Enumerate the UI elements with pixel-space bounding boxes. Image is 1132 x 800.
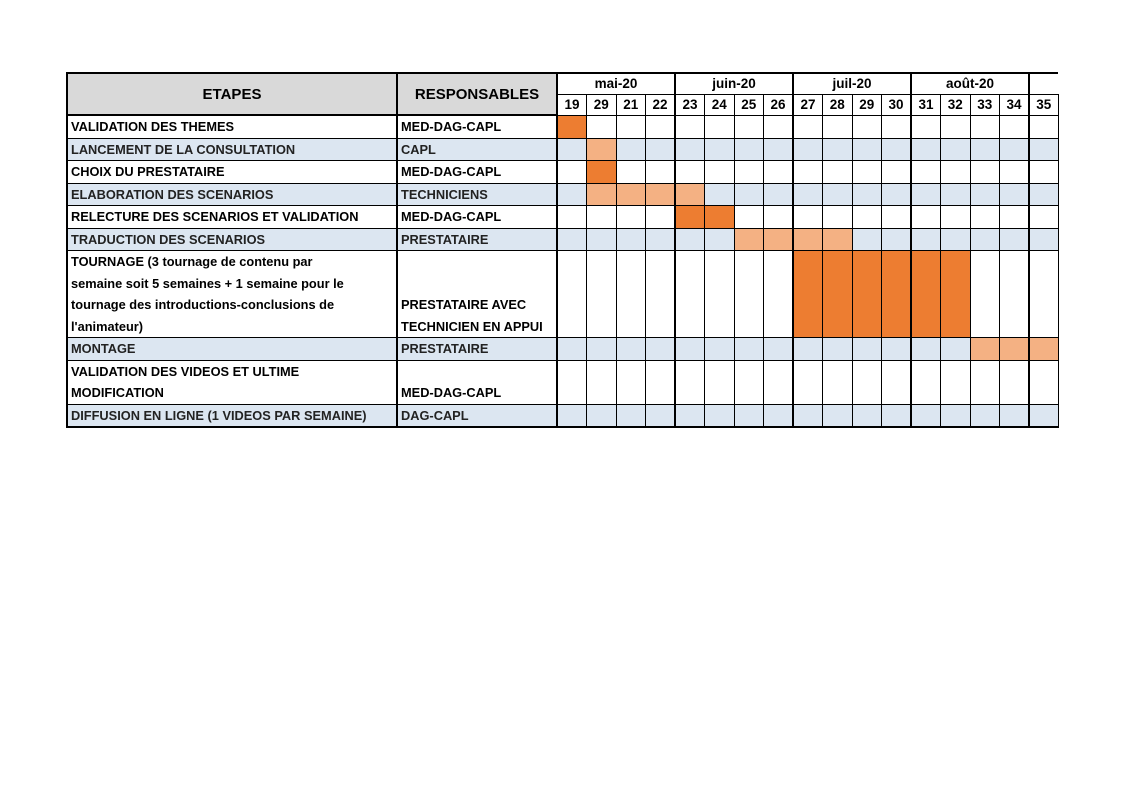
week-cell[interactable] <box>793 206 823 229</box>
responsible-cell[interactable]: CAPL <box>397 138 557 161</box>
week-cell[interactable] <box>557 161 587 184</box>
week-cell[interactable] <box>793 338 823 361</box>
week-cell[interactable] <box>705 228 735 251</box>
week-cell[interactable] <box>646 206 676 229</box>
month-header[interactable] <box>1029 73 1058 94</box>
week-cell[interactable] <box>705 183 735 206</box>
week-cell[interactable] <box>616 404 646 427</box>
responsible-cell[interactable]: PRESTATAIRE <box>397 228 557 251</box>
week-cell[interactable] <box>852 404 882 427</box>
month-header[interactable]: juil-20 <box>793 73 911 94</box>
week-cell[interactable] <box>970 228 1000 251</box>
week-cell[interactable] <box>734 251 764 338</box>
week-cell[interactable] <box>911 161 941 184</box>
week-cell[interactable] <box>587 206 617 229</box>
week-cell[interactable] <box>941 360 971 404</box>
week-cell[interactable] <box>646 115 676 138</box>
gantt-bar-segment[interactable] <box>675 206 705 229</box>
week-header[interactable]: 22 <box>646 94 676 115</box>
responsible-cell[interactable]: MED-DAG-CAPL <box>397 360 557 404</box>
week-cell[interactable] <box>941 228 971 251</box>
week-cell[interactable] <box>705 338 735 361</box>
gantt-bar-segment-light[interactable] <box>1029 338 1058 361</box>
week-cell[interactable] <box>882 360 912 404</box>
gantt-bar-segment-light[interactable] <box>587 183 617 206</box>
task-row <box>67 360 1058 404</box>
week-cell[interactable] <box>675 161 705 184</box>
week-cell[interactable] <box>941 161 971 184</box>
month-header-row <box>67 73 1058 94</box>
week-cell[interactable] <box>734 138 764 161</box>
week-cell[interactable] <box>941 138 971 161</box>
task-row <box>67 138 1058 161</box>
responsables-header[interactable]: RESPONSABLES <box>397 73 557 115</box>
week-cell[interactable] <box>764 360 794 404</box>
task-row <box>67 251 1058 338</box>
week-cell[interactable] <box>852 183 882 206</box>
task-row <box>67 161 1058 184</box>
week-cell[interactable] <box>764 206 794 229</box>
week-cell[interactable] <box>970 161 1000 184</box>
week-cell[interactable] <box>911 228 941 251</box>
week-cell[interactable] <box>1029 115 1058 138</box>
month-header[interactable]: juin-20 <box>675 73 793 94</box>
week-cell[interactable] <box>557 338 587 361</box>
week-cell[interactable] <box>705 161 735 184</box>
week-cell[interactable] <box>793 404 823 427</box>
week-cell[interactable] <box>616 251 646 338</box>
step-cell[interactable]: VALIDATION DES VIDEOS ET ULTIME MODIFICATION <box>67 360 397 404</box>
week-cell[interactable] <box>557 251 587 338</box>
week-cell[interactable] <box>793 115 823 138</box>
month-header[interactable]: août-20 <box>911 73 1029 94</box>
week-cell[interactable] <box>823 115 853 138</box>
week-cell[interactable] <box>941 183 971 206</box>
etapes-header[interactable]: ETAPES <box>67 73 397 115</box>
week-cell[interactable] <box>646 161 676 184</box>
week-cell[interactable] <box>823 360 853 404</box>
gantt-bar-segment-light[interactable] <box>1000 338 1030 361</box>
week-cell[interactable] <box>616 115 646 138</box>
week-cell[interactable] <box>557 206 587 229</box>
week-cell[interactable] <box>734 360 764 404</box>
week-cell[interactable] <box>852 161 882 184</box>
responsible-cell[interactable]: PRESTATAIRE <box>397 338 557 361</box>
gantt-bar-segment-light[interactable] <box>646 183 676 206</box>
week-cell[interactable] <box>970 360 1000 404</box>
gantt-bar-segment[interactable] <box>705 206 735 229</box>
gantt-bar-segment[interactable] <box>823 251 853 338</box>
gantt-bar-segment[interactable] <box>941 251 971 338</box>
week-cell[interactable] <box>1029 228 1058 251</box>
week-cell[interactable] <box>764 161 794 184</box>
week-cell[interactable] <box>941 115 971 138</box>
week-header[interactable]: 31 <box>911 94 941 115</box>
week-header[interactable]: 33 <box>970 94 1000 115</box>
week-cell[interactable] <box>911 115 941 138</box>
week-header[interactable]: 24 <box>705 94 735 115</box>
week-cell[interactable] <box>882 228 912 251</box>
week-cell[interactable] <box>911 404 941 427</box>
week-cell[interactable] <box>852 338 882 361</box>
week-cell[interactable] <box>705 251 735 338</box>
week-header[interactable]: 27 <box>793 94 823 115</box>
step-cell[interactable]: DIFFUSION EN LIGNE (1 VIDEOS PAR SEMAINE) <box>67 404 397 427</box>
week-cell[interactable] <box>1000 360 1030 404</box>
gantt-bar-segment-light[interactable] <box>823 228 853 251</box>
week-cell[interactable] <box>734 183 764 206</box>
week-cell[interactable] <box>970 404 1000 427</box>
task-row <box>67 115 1058 138</box>
week-cell[interactable] <box>705 360 735 404</box>
week-cell[interactable] <box>616 138 646 161</box>
week-cell[interactable] <box>1029 251 1058 338</box>
week-cell[interactable] <box>705 138 735 161</box>
gantt-table <box>66 72 1059 428</box>
gantt-bar-segment-light[interactable] <box>764 228 794 251</box>
week-cell[interactable] <box>616 360 646 404</box>
week-cell[interactable] <box>646 228 676 251</box>
week-cell[interactable] <box>557 183 587 206</box>
week-cell[interactable] <box>1029 360 1058 404</box>
week-cell[interactable] <box>675 360 705 404</box>
week-cell[interactable] <box>734 115 764 138</box>
week-cell[interactable] <box>941 338 971 361</box>
week-cell[interactable] <box>882 404 912 427</box>
week-cell[interactable] <box>616 206 646 229</box>
week-cell[interactable] <box>734 161 764 184</box>
week-header[interactable]: 23 <box>675 94 705 115</box>
responsible-cell[interactable]: MED-DAG-CAPL <box>397 115 557 138</box>
week-cell[interactable] <box>793 360 823 404</box>
step-cell[interactable]: ELABORATION DES SCENARIOS <box>67 183 397 206</box>
week-header[interactable]: 35 <box>1029 94 1058 115</box>
week-cell[interactable] <box>1000 251 1030 338</box>
week-header[interactable]: 25 <box>734 94 764 115</box>
week-cell[interactable] <box>616 161 646 184</box>
step-cell[interactable]: TOURNAGE (3 tournage de contenu par semaine soit 5 semaines + 1 semaine pour le tournage des introductions-conclusions de l'animateur) <box>67 251 397 338</box>
week-cell[interactable] <box>793 138 823 161</box>
step-cell[interactable]: CHOIX DU PRESTATAIRE <box>67 161 397 184</box>
week-cell[interactable] <box>823 206 853 229</box>
week-cell[interactable] <box>705 404 735 427</box>
week-cell[interactable] <box>587 360 617 404</box>
week-cell[interactable] <box>1029 206 1058 229</box>
responsible-cell[interactable]: TECHNICIENS <box>397 183 557 206</box>
step-cell[interactable]: TRADUCTION DES SCENARIOS <box>67 228 397 251</box>
week-header[interactable]: 21 <box>616 94 646 115</box>
week-cell[interactable] <box>587 404 617 427</box>
week-cell[interactable] <box>675 228 705 251</box>
week-cell[interactable] <box>823 338 853 361</box>
week-cell[interactable] <box>882 338 912 361</box>
week-cell[interactable] <box>941 404 971 427</box>
responsible-cell[interactable]: MED-DAG-CAPL <box>397 206 557 229</box>
week-cell[interactable] <box>852 206 882 229</box>
task-row <box>67 206 1058 229</box>
gantt-bar-segment[interactable] <box>557 115 587 138</box>
week-cell[interactable] <box>970 138 1000 161</box>
responsible-cell[interactable]: PRESTATAIRE AVEC TECHNICIEN EN APPUI <box>397 251 557 338</box>
task-row <box>67 404 1058 427</box>
week-cell[interactable] <box>646 138 676 161</box>
week-cell[interactable] <box>675 115 705 138</box>
week-cell[interactable] <box>882 161 912 184</box>
gantt-bar-segment-light[interactable] <box>675 183 705 206</box>
week-cell[interactable] <box>852 360 882 404</box>
week-cell[interactable] <box>882 115 912 138</box>
step-cell[interactable]: RELECTURE DES SCENARIOS ET VALIDATION <box>67 206 397 229</box>
gantt-bar-segment-light[interactable] <box>734 228 764 251</box>
gantt-bar-segment-light[interactable] <box>793 228 823 251</box>
week-header[interactable]: 26 <box>764 94 794 115</box>
week-cell[interactable] <box>587 115 617 138</box>
week-header[interactable]: 34 <box>1000 94 1030 115</box>
week-cell[interactable] <box>646 404 676 427</box>
week-header[interactable]: 28 <box>823 94 853 115</box>
gantt-bar-segment-light[interactable] <box>970 338 1000 361</box>
week-cell[interactable] <box>882 183 912 206</box>
gantt-bar-segment[interactable] <box>793 251 823 338</box>
week-cell[interactable] <box>1029 138 1058 161</box>
week-cell[interactable] <box>646 251 676 338</box>
week-cell[interactable] <box>764 251 794 338</box>
week-cell[interactable] <box>616 338 646 361</box>
week-cell[interactable] <box>557 228 587 251</box>
gantt-bar-segment-light[interactable] <box>587 138 617 161</box>
week-cell[interactable] <box>823 404 853 427</box>
week-cell[interactable] <box>1000 138 1030 161</box>
week-cell[interactable] <box>970 183 1000 206</box>
week-cell[interactable] <box>646 338 676 361</box>
week-cell[interactable] <box>970 206 1000 229</box>
week-cell[interactable] <box>1029 404 1058 427</box>
week-header[interactable]: 29 <box>852 94 882 115</box>
week-cell[interactable] <box>557 138 587 161</box>
week-cell[interactable] <box>970 115 1000 138</box>
week-cell[interactable] <box>764 115 794 138</box>
week-cell[interactable] <box>911 138 941 161</box>
week-cell[interactable] <box>764 338 794 361</box>
week-cell[interactable] <box>882 138 912 161</box>
month-header[interactable]: mai-20 <box>557 73 675 94</box>
gantt-bar-segment[interactable] <box>852 251 882 338</box>
week-cell[interactable] <box>734 404 764 427</box>
step-cell[interactable]: VALIDATION DES THEMES <box>67 115 397 138</box>
week-cell[interactable] <box>941 206 971 229</box>
week-cell[interactable] <box>675 404 705 427</box>
week-cell[interactable] <box>793 183 823 206</box>
week-cell[interactable] <box>1029 183 1058 206</box>
week-cell[interactable] <box>675 138 705 161</box>
week-cell[interactable] <box>1000 228 1030 251</box>
week-cell[interactable] <box>793 161 823 184</box>
week-cell[interactable] <box>970 251 1000 338</box>
week-cell[interactable] <box>911 360 941 404</box>
week-cell[interactable] <box>1000 183 1030 206</box>
week-header[interactable]: 30 <box>882 94 912 115</box>
week-cell[interactable] <box>1029 161 1058 184</box>
week-cell[interactable] <box>1000 115 1030 138</box>
week-cell[interactable] <box>882 206 912 229</box>
week-cell[interactable] <box>1000 206 1030 229</box>
week-cell[interactable] <box>734 206 764 229</box>
week-cell[interactable] <box>1000 161 1030 184</box>
week-cell[interactable] <box>852 115 882 138</box>
week-cell[interactable] <box>823 161 853 184</box>
week-cell[interactable] <box>1000 404 1030 427</box>
week-cell[interactable] <box>705 115 735 138</box>
week-cell[interactable] <box>675 338 705 361</box>
week-cell[interactable] <box>911 338 941 361</box>
gantt-bar-segment[interactable] <box>587 161 617 184</box>
week-cell[interactable] <box>852 228 882 251</box>
week-cell[interactable] <box>587 338 617 361</box>
week-cell[interactable] <box>911 206 941 229</box>
task-row <box>67 338 1058 361</box>
step-cell[interactable]: MONTAGE <box>67 338 397 361</box>
step-cell[interactable]: LANCEMENT DE LA CONSULTATION <box>67 138 397 161</box>
gantt-bar-segment[interactable] <box>911 251 941 338</box>
week-cell[interactable] <box>823 183 853 206</box>
week-cell[interactable] <box>616 228 646 251</box>
week-cell[interactable] <box>734 338 764 361</box>
gantt-bar-segment[interactable] <box>882 251 912 338</box>
week-header[interactable]: 32 <box>941 94 971 115</box>
week-header[interactable]: 19 <box>557 94 587 115</box>
task-row <box>67 228 1058 251</box>
week-cell[interactable] <box>823 138 853 161</box>
week-cell[interactable] <box>764 138 794 161</box>
week-cell[interactable] <box>764 183 794 206</box>
responsible-cell[interactable]: DAG-CAPL <box>397 404 557 427</box>
task-row <box>67 183 1058 206</box>
week-cell[interactable] <box>557 360 587 404</box>
week-cell[interactable] <box>911 183 941 206</box>
week-cell[interactable] <box>557 404 587 427</box>
week-cell[interactable] <box>852 138 882 161</box>
week-cell[interactable] <box>675 251 705 338</box>
week-cell[interactable] <box>646 360 676 404</box>
responsible-cell[interactable]: MED-DAG-CAPL <box>397 161 557 184</box>
gantt-bar-segment-light[interactable] <box>616 183 646 206</box>
week-cell[interactable] <box>587 251 617 338</box>
week-header[interactable]: 29 <box>587 94 617 115</box>
week-cell[interactable] <box>587 228 617 251</box>
week-cell[interactable] <box>764 404 794 427</box>
